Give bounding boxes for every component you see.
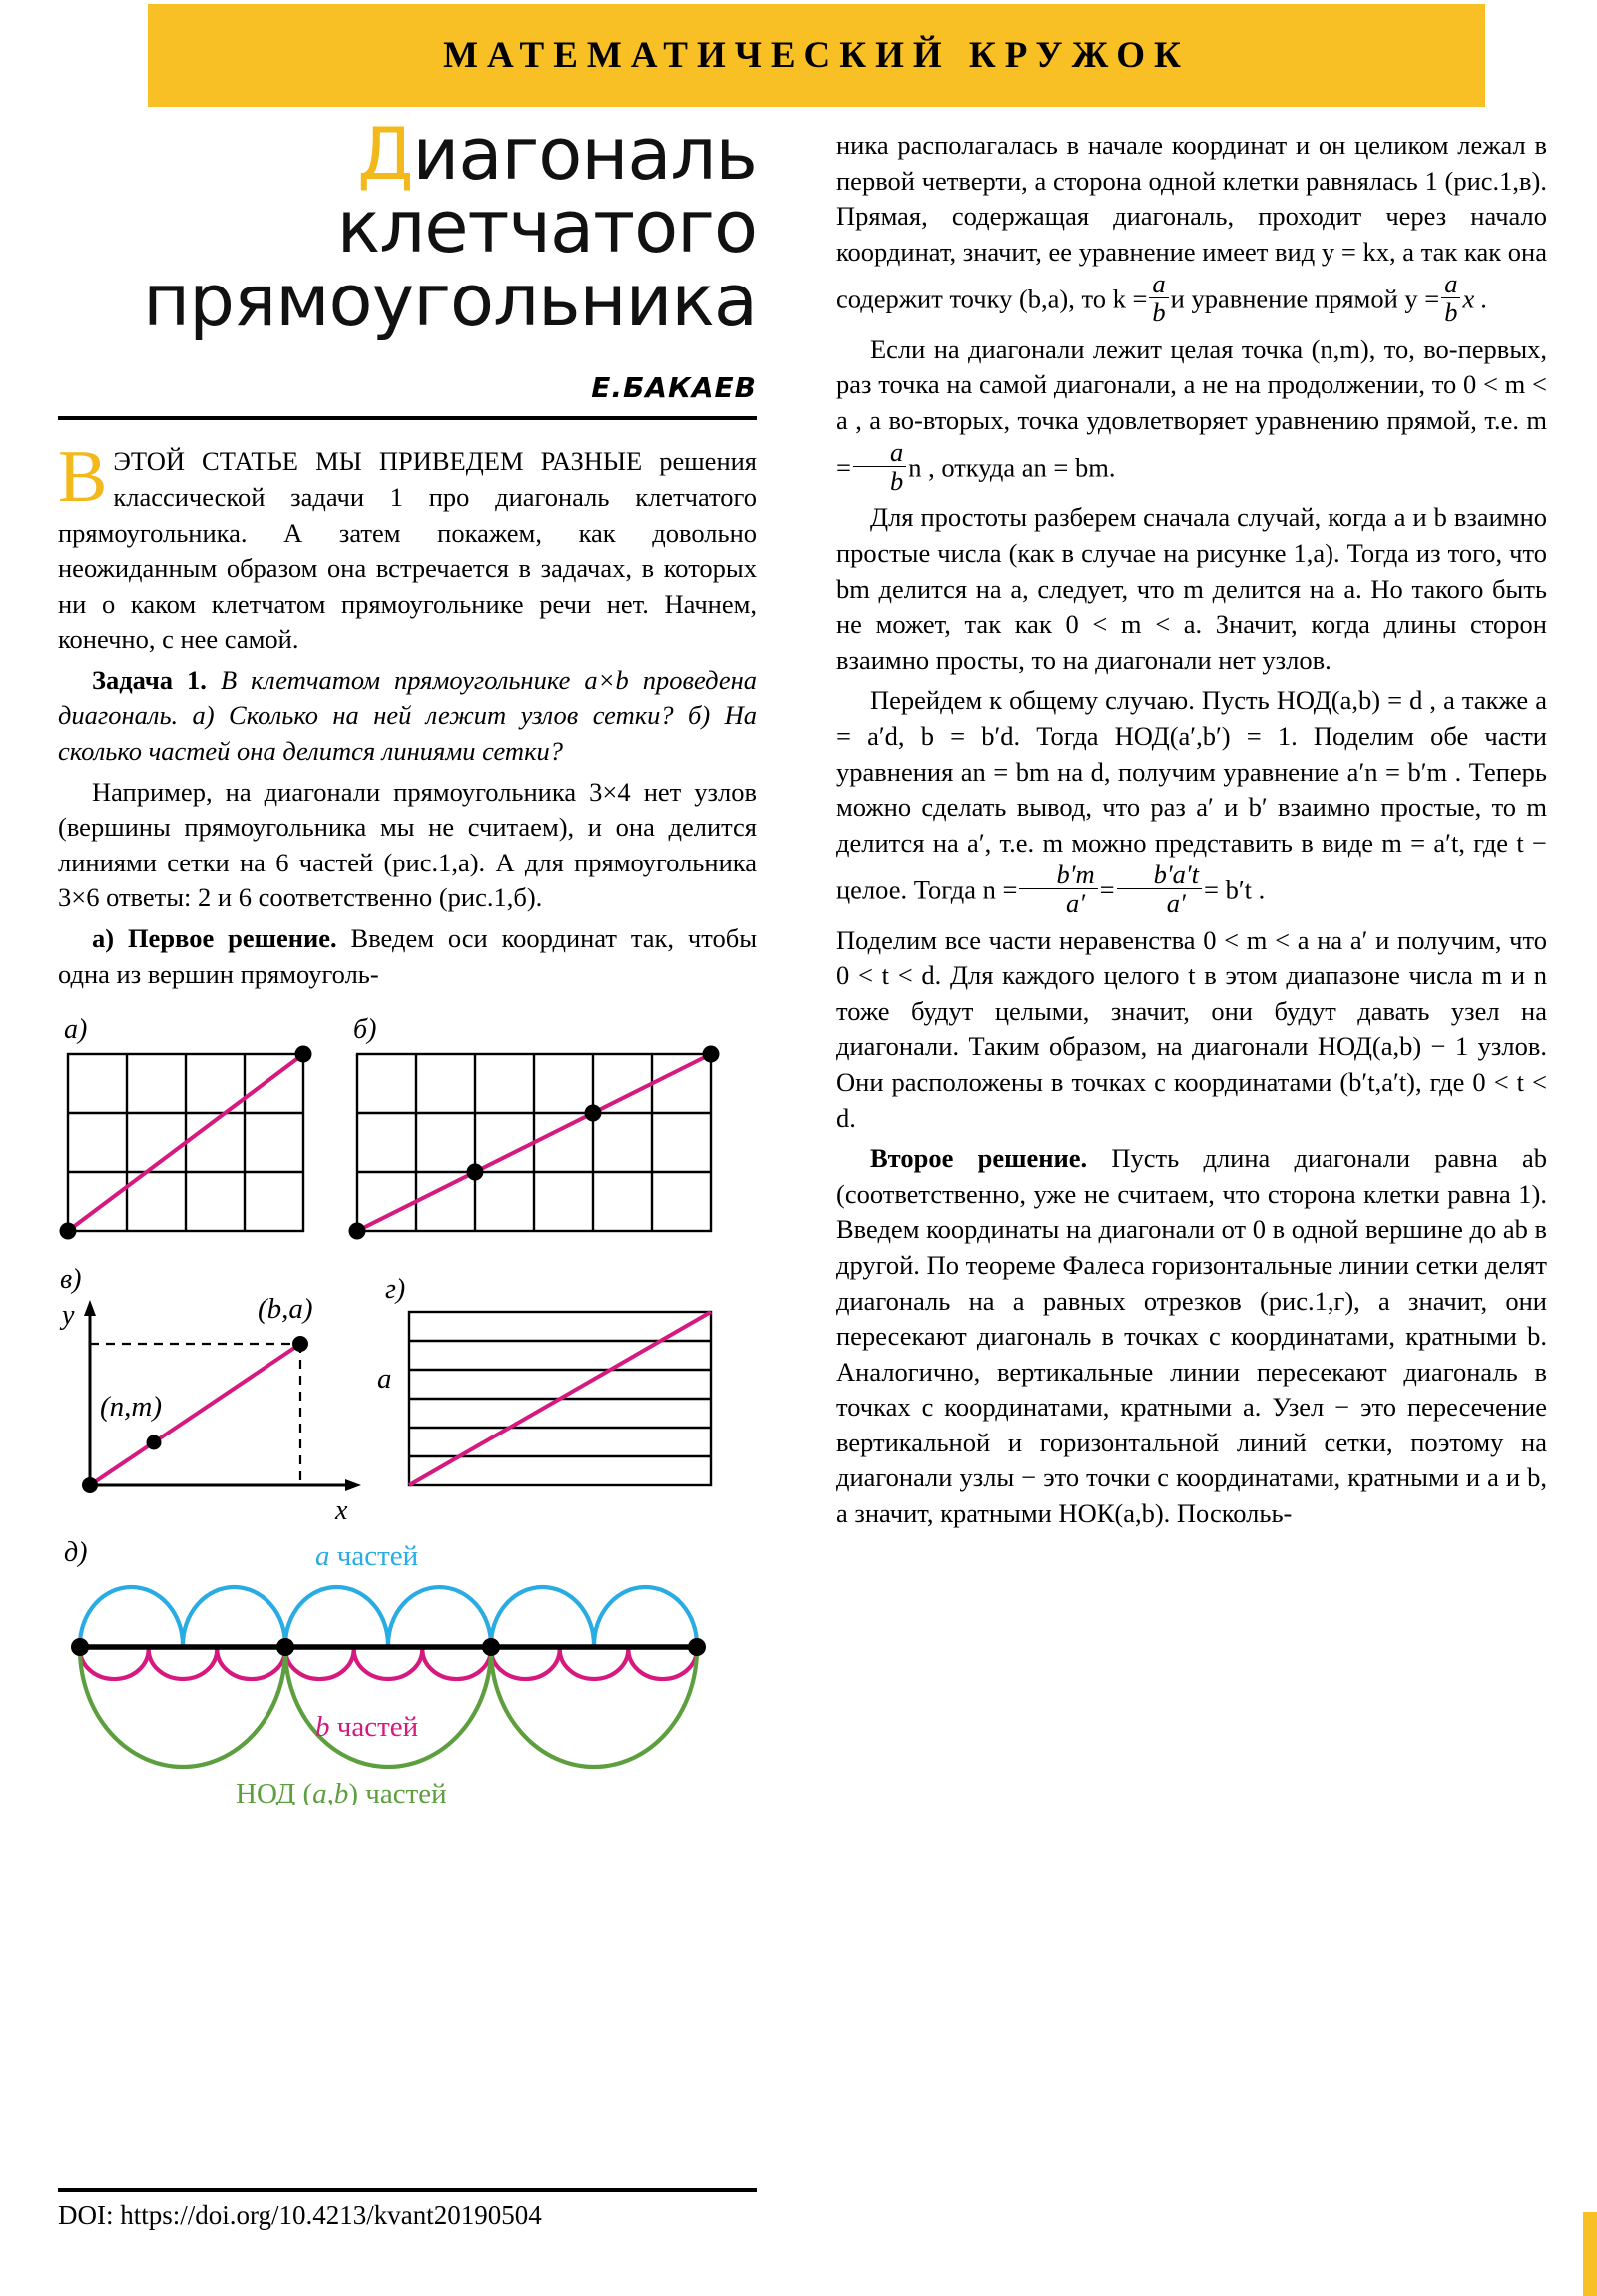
figure-1-svg bbox=[58, 1006, 757, 1805]
general-text-a: Перейдем к общему случаю. Пусть НОД(a,b) = d , а также a = a′d, b = b′d. Тогда НОД(a′,b′) = 1. Поделим обе части уравнения an = bm на d, получим уравнение a′n = b′m . Теперь можно сделать вывод, что раз a′ и b′ взаимно простые, то m делится на a′, т.е. m можно представить в виде m = a′t, где t − целое. Тогда n = bbox=[836, 685, 1547, 905]
figure-v-top-node bbox=[292, 1336, 308, 1352]
fraction-numerator: b′a′t bbox=[1153, 860, 1200, 890]
rubric-title: МАТЕМАТИЧЕСКИЙ КРУЖОК bbox=[443, 35, 1190, 76]
coordinates-text-b: и уравнение прямой y = bbox=[1170, 284, 1440, 314]
figure-v-y-label: y bbox=[62, 1300, 75, 1332]
solution-2-text: Пусть длина диагонали равна ab (соответственно, уже не считаем, что сторона клетки равна 1). Введем координаты на диагонали от 0 в одной вершине до ab в другой. По теореме Фалеса горизонтальные линии сетки делят диагональ на a равных отрезков (рис.1,г), а значит, они пересекают диагональ в точках с координатами, кратными b. Аналогично, вертикальные линии пересекают диагональ в точках с координатами, кратными a. Узел − это пересечение вертикальной и горизонтальной линий сетки, поэтому на диагонали узлы − это точки с координатами, кратными и a и b, а значит, кратными НОК(a,b). Поскольь- bbox=[836, 1143, 1547, 1529]
figure-d-magenta-arcs bbox=[80, 1649, 697, 1679]
intro-smallcaps: ЭТОЙ СТАТЬЕ МЫ ПРИВЕДЕМ РАЗНЫЕ bbox=[113, 446, 643, 477]
figure-a-vertex-node bbox=[60, 1223, 77, 1240]
figure-b-vertex-node bbox=[703, 1046, 720, 1063]
fraction-numerator: a bbox=[1444, 269, 1458, 299]
general-eq: = bbox=[1099, 874, 1115, 905]
page-edge-marker bbox=[1583, 2212, 1597, 2296]
paragraph-intro bbox=[58, 436, 757, 658]
figure-v-label: в) bbox=[60, 1264, 82, 1296]
figure-v-point-mid-label: (n,m) bbox=[100, 1391, 163, 1424]
coordinates-text-c: x . bbox=[1462, 284, 1488, 314]
paragraph-node-count: Поделим все части неравенства 0 < m < a на a′ и получим, что 0 < t < d. Для каждого целого t в этом диапазоне числа m и n тоже будут целыми, значит, они будут давать узел на диагонали. Таким образом, на диагонали НОД(a,b) − 1 узлов. Они расположены в точках с координатами (b′t,a′t), где 0 < t < d. bbox=[836, 924, 1547, 1133]
figure-v-x-label: x bbox=[335, 1495, 348, 1527]
fraction-numerator: a bbox=[1152, 269, 1166, 299]
author-byline: Е.БАКАЕВ bbox=[591, 371, 757, 405]
page-title bbox=[58, 112, 757, 342]
solution-2-label: Второе решение. bbox=[870, 1143, 1088, 1174]
paragraph-coprime-case: Для простоты разберем сначала случай, когда a и b взаимно простые числа (как в случае на рисунке 1,а). Тогда из того, что bm делится на a, следует, что m делится на a. Но такого быть не может, так как 0 < m < a. Значит, когда длины сторон взаимно просты, то на диагонали нет узлов. bbox=[836, 502, 1547, 675]
figure-group bbox=[58, 1006, 757, 1810]
left-column bbox=[58, 112, 758, 1810]
fraction-denominator: b bbox=[1149, 297, 1168, 326]
figure-d-node bbox=[688, 1638, 706, 1656]
figure-b-label: б) bbox=[353, 1014, 377, 1046]
figure-g-side-label: a bbox=[377, 1363, 392, 1396]
drop-cap-letter: В bbox=[58, 436, 108, 519]
footer bbox=[58, 2188, 757, 2231]
fraction-bm-over-a bbox=[1019, 861, 1097, 917]
fraction-denominator: a′ bbox=[1117, 888, 1202, 917]
intro-rest: решения классической задачи 1 про диагональ клетчатого прямоугольника. А затем покажем, как довольно неожиданным образом она встречается в задачах, в которых ни о каком клетчатом прямоугольнике речи нет. Начнем, конечно, с нее самой. bbox=[58, 446, 757, 655]
solution-1-label: а) Первое решение. bbox=[92, 923, 337, 954]
title-initial: Д bbox=[357, 112, 413, 196]
figure-b-lattice-node bbox=[467, 1164, 484, 1181]
figure-v-point-top-label: (b,a) bbox=[258, 1293, 313, 1326]
fraction-a-over-b bbox=[1149, 270, 1168, 326]
figure-b-lattice-node bbox=[585, 1105, 602, 1122]
title-line-2: клетчатого bbox=[336, 185, 757, 270]
figure-v-origin-node bbox=[82, 1477, 98, 1493]
fraction-a-over-b bbox=[1441, 270, 1460, 326]
fraction-denominator: b bbox=[853, 466, 906, 495]
y-axis-arrow bbox=[84, 1300, 96, 1316]
solution-1-text: Введем оси координат так, чтобы одна из вершин прямоуголь- bbox=[58, 923, 758, 989]
paragraph-coordinates bbox=[836, 128, 1547, 327]
left-body bbox=[58, 436, 758, 992]
figure-b-vertex-node bbox=[349, 1223, 366, 1240]
fraction-numerator: a bbox=[889, 437, 904, 468]
fraction-bat-over-a bbox=[1117, 861, 1202, 917]
figure-a-vertex-node bbox=[295, 1046, 312, 1063]
figure-d-top-label: a частей bbox=[315, 1540, 419, 1573]
fraction-a-over-b bbox=[853, 438, 906, 495]
rubric-banner bbox=[148, 4, 1485, 107]
figure-d-green-label: НОД (a,b) частей bbox=[236, 1778, 447, 1806]
figure-g-label: г) bbox=[385, 1274, 406, 1306]
x-axis-arrow bbox=[345, 1479, 361, 1491]
paragraph-solution-1 bbox=[58, 921, 757, 992]
figure-d-bottom-label: b частей bbox=[315, 1711, 419, 1744]
title-line-3: прямоугольника bbox=[143, 258, 757, 342]
figure-d-blue-arcs bbox=[80, 1587, 697, 1645]
coordinates-text-a: ника располагалась в начале координат и он целиком лежал в первой четверти, а сторона одной клетки равнялась 1 (рис.1,в). Прямая, содержащая диагональ, проходит через начало координат, значит, ее уравнение имеет вид y = kx, а так как она содержит точку (b,a), то k = bbox=[836, 130, 1547, 314]
figure-d-node bbox=[71, 1638, 89, 1656]
right-column bbox=[836, 128, 1547, 1532]
doi-url[interactable]: https://doi.org/10.4213/kvant20190504 bbox=[120, 2200, 542, 2230]
figure-d-green-arcs bbox=[80, 1649, 697, 1767]
footer-divider bbox=[58, 2188, 757, 2192]
figure-v-inner-node bbox=[147, 1435, 162, 1450]
lattice-text-a: Если на диагонали лежит целая точка (n,m), то, во-первых, раз точка на самой диагонали, а не на продолжении, то 0 < m < a , а во-вторых, точка удовлетворяет уравнению прямой, т.е. m = bbox=[836, 333, 1547, 483]
fraction-numerator: b′m bbox=[1056, 860, 1095, 890]
title-divider bbox=[58, 416, 757, 420]
figure-a-label: а) bbox=[64, 1014, 88, 1046]
problem-statement: В клетчатом прямоугольнике a×b проведена диагональ. а) Сколько на ней лежит узлов сетки? б) На сколько частей она делится линиями сетки? bbox=[58, 664, 757, 767]
fraction-denominator: b bbox=[1441, 297, 1460, 326]
figure-d-node bbox=[482, 1638, 500, 1656]
paragraph-problem-1 bbox=[58, 663, 757, 770]
paragraph-general-case bbox=[836, 683, 1547, 917]
paragraph-lattice-point bbox=[836, 332, 1547, 496]
paragraph-example: Например, на диагонали прямоугольника 3×4 нет узлов (вершины прямоугольника мы не считаем), и она делится линиями сетки на 6 частей (рис.1,а). А для прямоугольника 3×6 ответы: 2 и 6 соответственно (рис.1,б). bbox=[58, 776, 757, 913]
general-text-b: = b′t . bbox=[1204, 874, 1266, 905]
figure-d-label: д) bbox=[64, 1537, 88, 1569]
fraction-denominator: a′ bbox=[1019, 888, 1097, 917]
lattice-text-b: n , откуда an = bm. bbox=[908, 452, 1116, 483]
title-line-1: иагональ bbox=[412, 112, 757, 196]
problem-label: Задача 1. bbox=[92, 664, 207, 695]
doi-line bbox=[58, 2200, 757, 2231]
doi-label: DOI: bbox=[58, 2200, 114, 2230]
paragraph-solution-2 bbox=[836, 1141, 1547, 1532]
figure-d-node bbox=[276, 1638, 294, 1656]
